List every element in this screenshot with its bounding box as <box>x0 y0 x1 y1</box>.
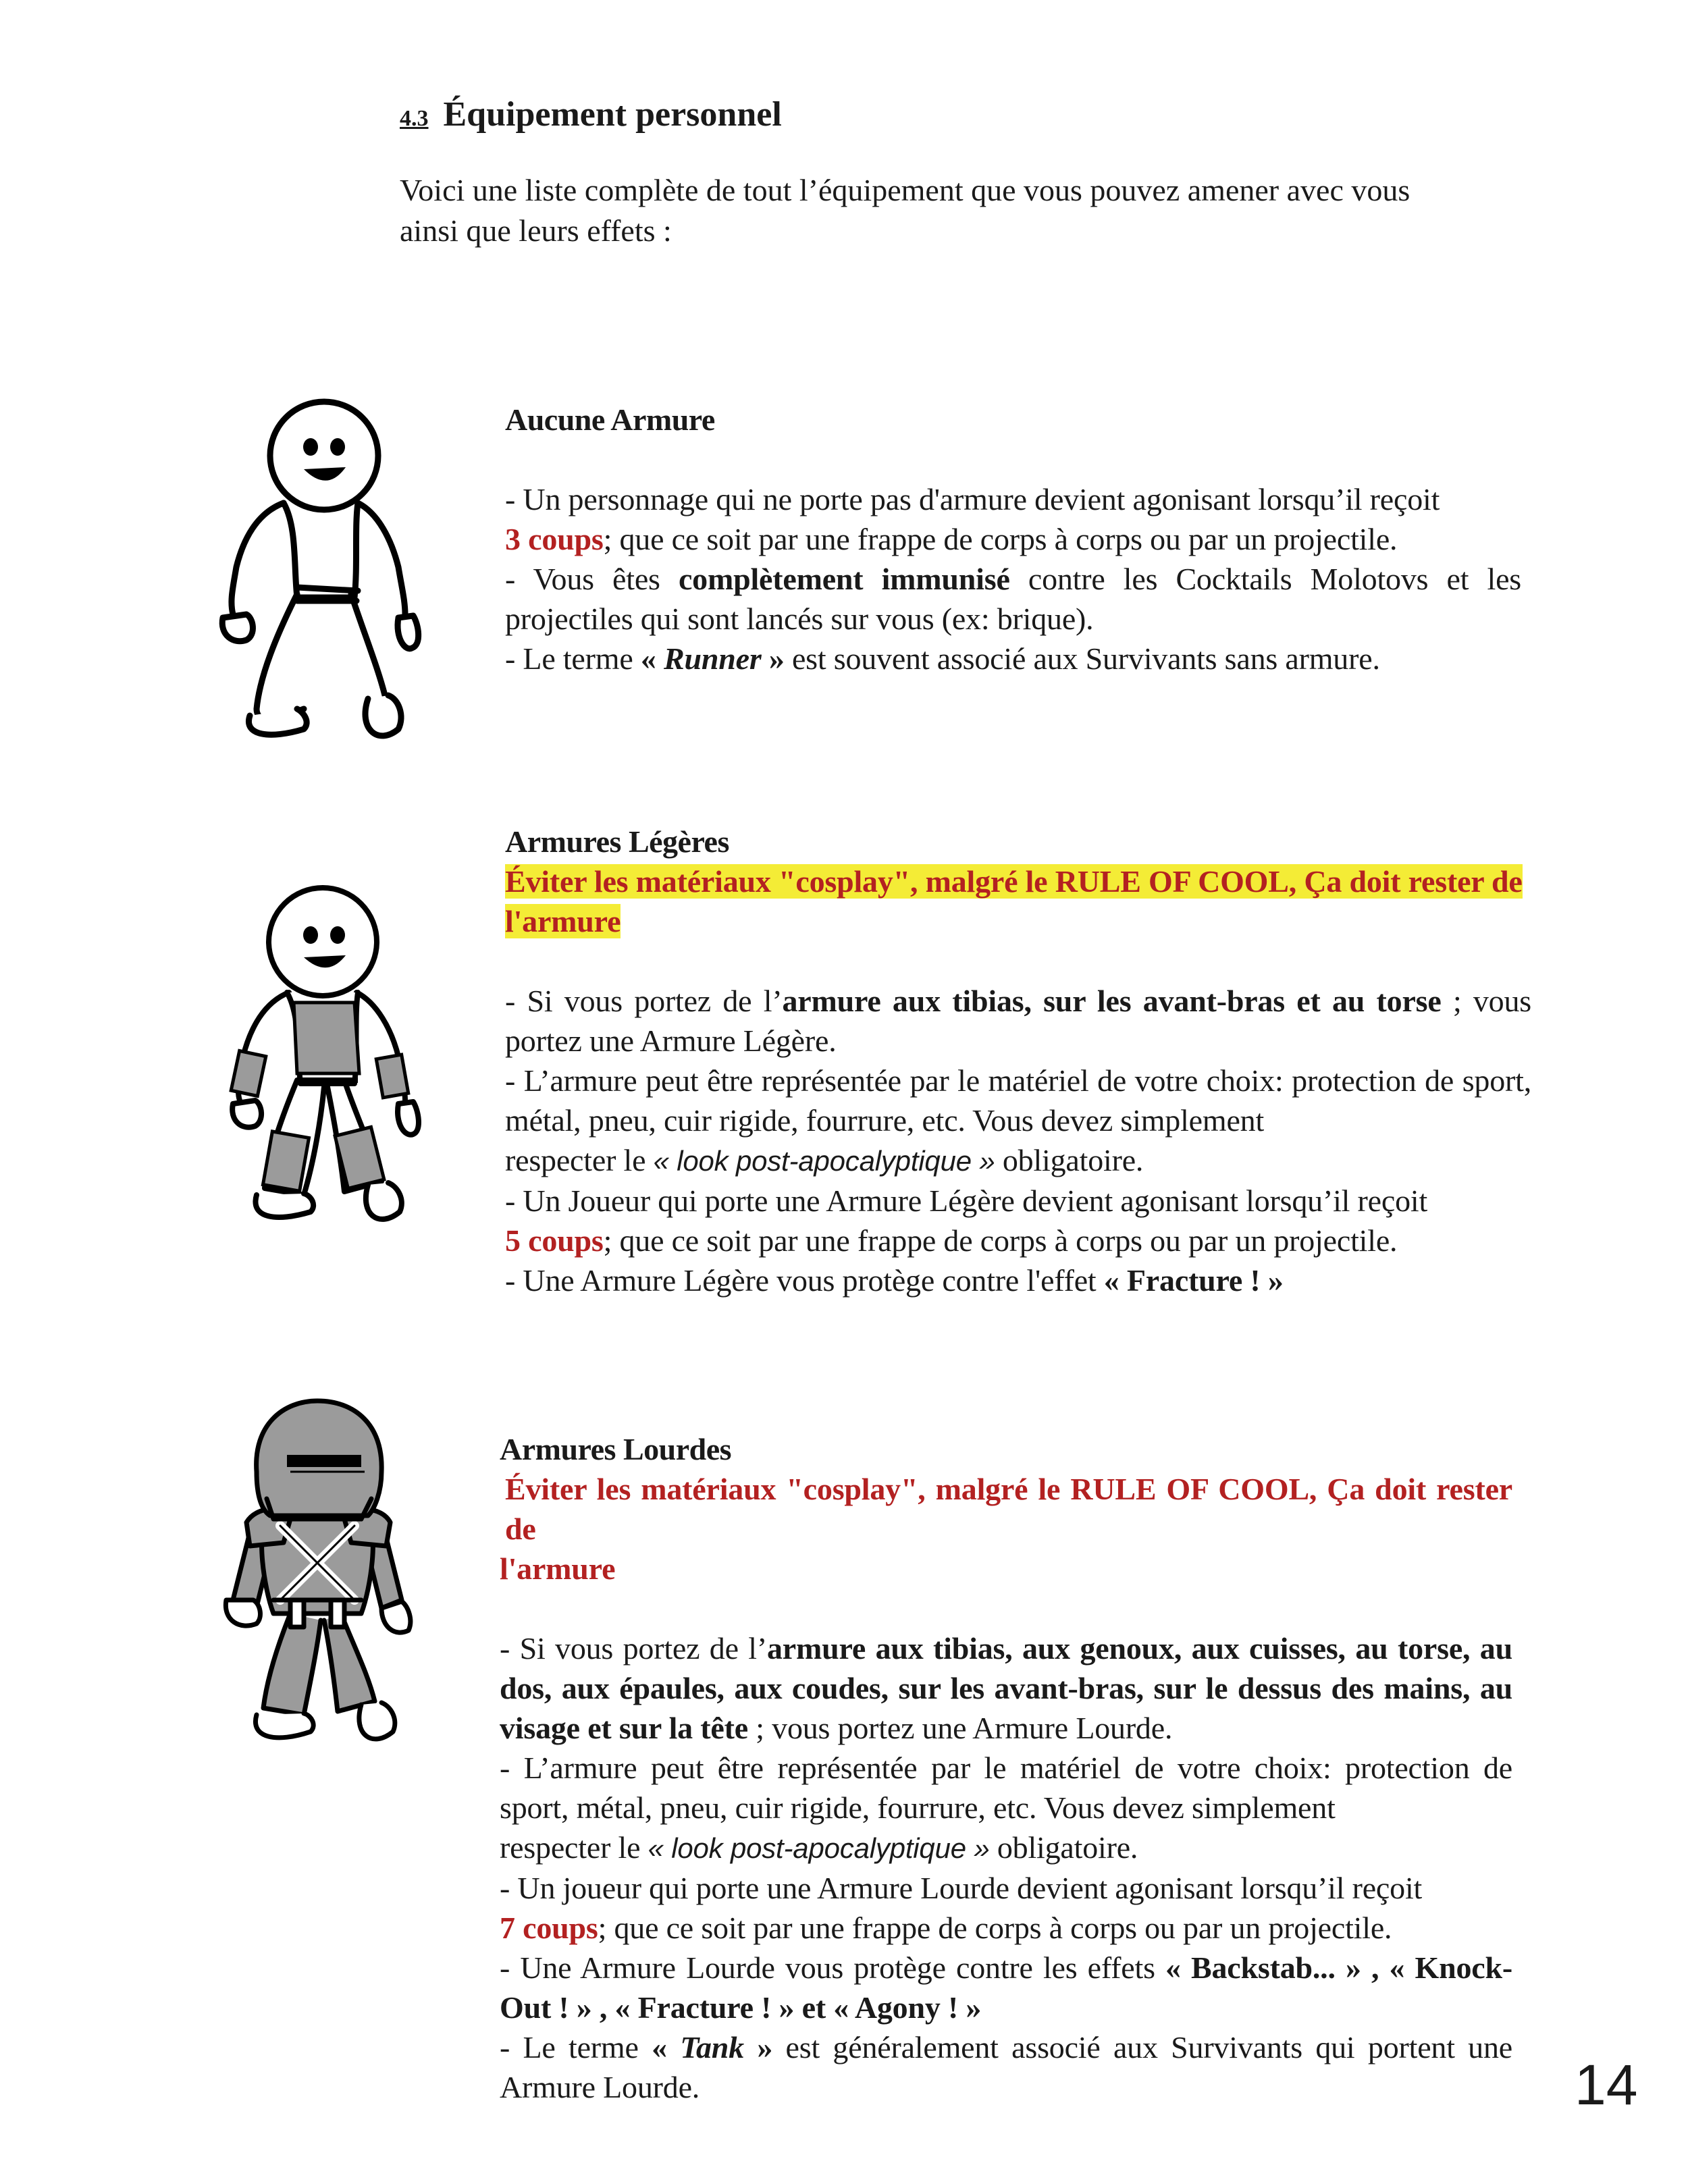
heavy-armor-hit-count: 7 coups <box>500 1911 598 1945</box>
text-span: ; vous portez une Armure Lourde. <box>747 1711 1173 1745</box>
runner-term: Runner <box>663 641 762 676</box>
section-number: 4.3 <box>400 106 429 131</box>
light-armor-look <box>505 1140 1531 1181</box>
no-armor-hit-count: 3 coups <box>505 522 604 556</box>
text-span: - Vous êtes <box>505 562 679 596</box>
text-span: ; que ce soit par une frappe de corps à corps ou par un projectile. <box>603 1223 1398 1258</box>
look-term: « look post-apocalyptique » <box>648 1832 990 1864</box>
intro-paragraph <box>400 170 1548 251</box>
warning-line: Éviter les matériaux "cosplay", malgré le RULE OF COOL, Ça doit rester de <box>505 864 1523 899</box>
light-armor-material: - L’armure peut être représentée par le matériel de votre choix: protection de sport, métal, pneu, cuir rigide, fourrure, etc. Vous devez simplement <box>505 1063 1531 1138</box>
light-armor-hit-count: 5 coups <box>505 1223 604 1258</box>
text-span: - Le terme <box>500 2030 652 2065</box>
heavy-armor-tank <box>500 2027 1512 2107</box>
heavy-armor-look <box>500 1828 1512 1868</box>
heavy-armor-section <box>500 1429 1512 2107</box>
warning-line: l'armure <box>505 904 621 938</box>
tank-term: Tank <box>680 2030 744 2065</box>
light-armor-warning-cont <box>505 901 1531 941</box>
heavy-armor-warning-cont: l'armure <box>500 1551 616 1586</box>
text-span: - Si vous portez de l’ <box>505 984 783 1018</box>
section-title: Équipement personnel <box>443 95 782 134</box>
text-span: est généralement associé aux Survivants qui portent une Armure Lourde. <box>500 2030 1512 2104</box>
text-span: ; que ce soit par une frappe de corps à corps ou par un projectile. <box>598 1911 1392 1945</box>
heavy-armor-material: - L’armure peut être représentée par le matériel de votre choix: protection de sport, métal, pneu, cuir rigide, fourrure, etc. Vous devez simplement <box>500 1751 1512 1825</box>
text-span: obligatoire. <box>995 1143 1144 1177</box>
heavy-armor-title: Armures Lourdes <box>500 1432 732 1466</box>
quote-close: » <box>743 2030 773 2065</box>
effect-list: « Backstab... » , « Knock-Out ! » , « Fracture ! » et « Agony ! » <box>500 1950 1512 2025</box>
no-armor-section <box>505 400 1521 678</box>
quote-open: « <box>640 641 664 676</box>
light-armor-warning <box>505 861 1531 901</box>
text-span: obligatoire. <box>989 1830 1138 1865</box>
light-armor-title: Armures Légères <box>505 824 729 859</box>
no-armor-line: - Un personnage qui ne porte pas d'armure devient agonisant lorsqu’il reçoit <box>505 482 1440 516</box>
light-armor-line: - Un Joueur qui porte une Armure Légère devient agonisant lorsqu’il reçoit <box>505 1183 1428 1218</box>
light-armor-protect <box>505 1260 1531 1300</box>
text-span: respecter le <box>500 1830 648 1865</box>
quote-close: » <box>761 641 785 676</box>
text-span: respecter le <box>505 1143 654 1177</box>
no-armor-immunity <box>505 559 1521 639</box>
effect-list: « Fracture ! » <box>1103 1263 1284 1298</box>
text-span: ; vous portez une Armure Légère. <box>505 984 1531 1058</box>
req-emphasis: armure aux tibias, aux genoux, aux cuisses, au torse, au dos, aux épaules, aux coudes, sur les avant-bras, sur le dessus des mains, au visage et sur la tête <box>500 1631 1512 1745</box>
intro-line: Voici une liste complète de tout l’équipement que vous pouvez amener avec vous <box>400 173 1410 207</box>
heavy-armor-req <box>500 1628 1512 1748</box>
no-armor-runner <box>505 639 1521 678</box>
section-heading <box>400 95 782 134</box>
heavy-armor-line: - Un joueur qui porte une Armure Lourde devient agonisant lorsqu’il reçoit <box>500 1871 1423 1905</box>
quote-open: « <box>652 2030 681 2065</box>
light-armor-req <box>505 981 1531 1061</box>
light-armor-hits-line <box>505 1221 1531 1260</box>
page-number: 14 <box>1575 2053 1638 2116</box>
intro-line: ainsi que leurs effets : <box>400 213 672 248</box>
immunity-emphasis: complètement immunisé <box>678 562 1010 596</box>
light-armor-figure-image <box>203 878 439 1242</box>
no-armor-hit-text: ; que ce soit par une frappe de corps à corps ou par un projectile. <box>603 522 1398 556</box>
light-armor-section <box>505 822 1531 1300</box>
text-span: est souvent associé aux Survivants sans armure. <box>784 641 1380 676</box>
req-emphasis: armure aux tibias, sur les avant-bras et au torse <box>782 984 1442 1018</box>
no-armor-hits-line <box>505 519 1521 559</box>
text-span: - Une Armure Légère vous protège contre l'effet <box>505 1263 1104 1298</box>
text-span: - Une Armure Lourde vous protège contre les effets <box>500 1950 1165 1985</box>
text-span: contre les Cocktails Molotovs et les projectiles qui sont lancés sur vous (ex: brique). <box>505 562 1521 636</box>
heavy-armor-warning: Éviter les matériaux "cosplay", malgré le RULE OF COOL, Ça doit rester de <box>505 1472 1512 1546</box>
heavy-armor-hits-line <box>500 1908 1512 1948</box>
text-span: - Si vous portez de l’ <box>500 1631 767 1666</box>
look-term: « look post-apocalyptique » <box>653 1145 995 1177</box>
heavy-armor-figure-image <box>209 1397 432 1755</box>
text-span: - Le terme <box>505 641 641 676</box>
no-armor-figure-image <box>196 392 446 756</box>
no-armor-title: Aucune Armure <box>505 402 715 437</box>
heavy-armor-protect <box>500 1948 1512 2027</box>
